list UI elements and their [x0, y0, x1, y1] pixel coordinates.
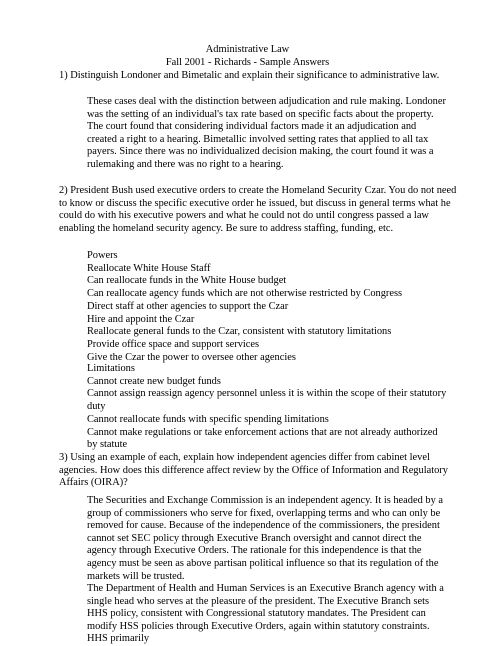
answer-1: These cases deal with the distinction between adjudication and rule making. Londoner was the setting of an individual's tax rate based on specific facts about the property. The court found that considering individual factors made it an adjudication and created a right to a hearing. Bimetallic involved setting rates that applied to all tax payers. Since there was no individualized decision making, the court found it was a rulemaking and there was no right to a hearing.	[87, 96, 446, 170]
list-item: Cannot create new budget funds	[87, 375, 221, 387]
question-3: 3) Using an example of each, explain how independent agencies differ from cabinet level agencies. How does this difference affect review by the Office of Information and Regulatory Affairs (OIRA)?	[59, 452, 448, 489]
list-item: Direct staff at other agencies to support the Czar	[87, 300, 289, 312]
document-title: Administrative Law	[205, 44, 290, 55]
list-item: Reallocate White House Staff	[87, 262, 211, 274]
limitations-heading: Limitations	[87, 363, 135, 374]
question-1: 1) Distinguish Londoner and Bimetalic and explain their significance to administrative law.	[59, 70, 440, 81]
document-subtitle: Fall 2001 - Richards - Sample Answers	[165, 56, 330, 68]
list-item: Provide office space and support services	[87, 338, 260, 350]
document-header	[0, 44, 495, 69]
list-item: Reallocate general funds to the Czar, consistent with statutory limitations	[87, 326, 392, 338]
powers-heading: Powers	[87, 250, 118, 261]
list-item: Cannot reallocate funds with specific spending limitations	[87, 413, 329, 425]
list-item: Can reallocate agency funds which are not otherwise restricted by Congress	[87, 288, 403, 300]
list-item: Cannot assign reassign agency personnel unless it is within the scope of their statutory duty	[87, 388, 447, 413]
powers-list	[87, 250, 447, 364]
list-item: Hire and appoint the Czar	[87, 313, 195, 325]
answer-3-independent-agency: The Securities and Exchange Commission is an independent agency. It is headed by a group of commissioners who serve for fixed, overlapping terms and who can only be removed for cause. Because of the independence of the commissioners, the president cannot set SEC policy through Executive Branch oversight and cannot direct the agency through Executive Orders. The rationale for this independence is that the agency must be seen as above partisan political influence so that its regulation of the markets will be trusted.	[87, 495, 443, 582]
list-item: Cannot make regulations or take enforcement actions that are not already authorized by statute	[87, 426, 438, 451]
answer-3-executive-agency: The Department of Health and Human Services is an Executive Branch agency with a single head who serves at the pleasure of the president. The Executive Branch sets HHS policy, consistent with Congressional statutory mandates. The President can modify HSS policies through Executive Orders, again within statutory constraints. HHS primarily	[87, 583, 444, 645]
list-item: Give the Czar the power to oversee other agencies	[87, 351, 296, 363]
limitations-list	[87, 363, 447, 452]
list-item: Can reallocate funds in the White House budget	[87, 275, 287, 287]
question-2: 2) President Bush used executive orders to create the Homeland Security Czar. You do not need to know or discuss the specific executive order he issued, but discuss in general terms what he could do with his executive powers and what he could not do until congress passed a law enabling the homeland security agency. Be sure to address staffing, funding, etc.	[59, 185, 457, 234]
